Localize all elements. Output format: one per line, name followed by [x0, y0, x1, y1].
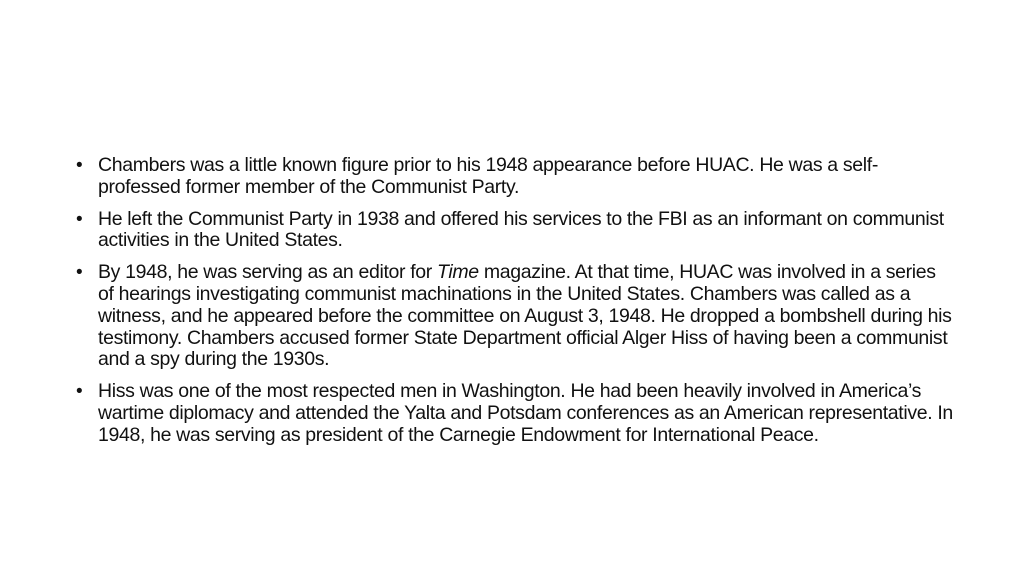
- bullet-list: [76, 155, 956, 457]
- bullet-text-3-italic: Time: [437, 261, 479, 284]
- bullet-item-4: [76, 381, 956, 446]
- bullet-text-2: He left the Communist Party in 1938 and offered his services to the FBI as an informant on communist activities in the United States.: [98, 207, 944, 252]
- bullet-item-2: [76, 209, 956, 253]
- bullet-item-3: [76, 262, 956, 371]
- bullet-text-3-before: By 1948, he was serving as an editor for: [98, 261, 438, 284]
- bullet-text-3-after: magazine. At that time, HUAC was involved in a series of hearings investigating communist machinations in the United States. Chambers was called as a witness, and he appeared before the committee on August 3, 1948. He dropped a bombshell during his testimony. Chambers accused former State Department official Alger Hiss of having been a communist and a spy during the 1930s.: [98, 261, 952, 371]
- bullet-item-1: [76, 155, 956, 199]
- bullet-text-1: Chambers was a little known figure prior to his 1948 appearance before HUAC. He was a self-professed former member of the Communist Party.: [98, 154, 878, 198]
- bullet-text-4: Hiss was one of the most respected men in Washington. He had been heavily involved in America’s wartime diplomacy and attended the Yalta and Potsdam conferences as an American representative. In 1948, he was serving as president of the Carnegie Endowment for International Peace.: [98, 380, 953, 446]
